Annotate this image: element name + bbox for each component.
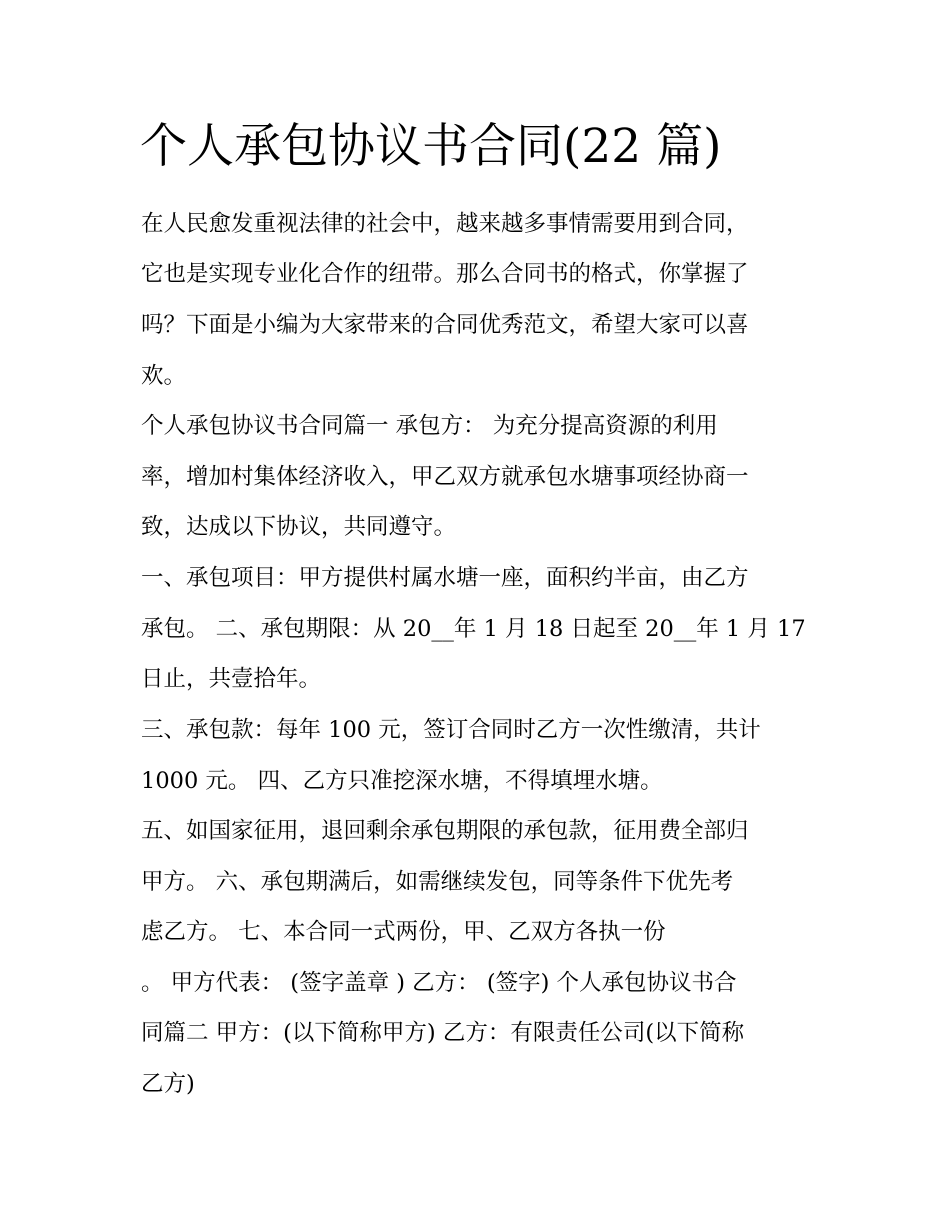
text-line: 甲方。 六、承包期满后，如需继续发包，同等条件下优先考 [141, 869, 734, 895]
text-line: 日止，共壹拾年。 [141, 666, 322, 692]
text-line: 乙方) [141, 1071, 195, 1097]
text-line: 致，达成以下协议，共同遵守。 [141, 514, 457, 540]
text-line: 个人承包协议书合同篇一 承包方： 为充分提高资源的利用 [141, 413, 718, 439]
text-line: 它也是实现专业化合作的纽带。那么合同书的格式，你掌握了 [141, 261, 749, 287]
text-line: 欢。 [141, 363, 187, 389]
document-title: 个人承包协议书合同(22 篇) [140, 119, 722, 174]
text-line: 承包。 二、承包期限：从 20__年 1 月 18 日起至 20__年 1 月 17 [141, 616, 806, 642]
text-line: 一、承包项目：甲方提供村属水塘一座，面积约半亩，由乙方 [141, 565, 749, 591]
text-line: 1000 元。 四、乙方只准挖深水塘，不得填埋水塘。 [141, 768, 663, 794]
text-line: 五、如国家征用，退回剩余承包期限的承包款，征用费全部归 [141, 818, 749, 844]
text-line: 三、承包款：每年 100 元，签订合同时乙方一次性缴清，共计 [141, 717, 761, 743]
text-line: 虑乙方。 七、本合同一式两份，甲、乙双方各执一份 [141, 919, 666, 945]
text-line: 吗？下面是小编为大家带来的合同优秀范文，希望大家可以喜 [141, 312, 749, 338]
text-line: 率，增加村集体经济收入，甲乙双方就承包水塘事项经协商一 [141, 464, 749, 490]
text-line: 。 甲方代表： (签字盖章 ) 乙方： (签字) 个人承包协议书合 [141, 970, 737, 996]
text-line: 同篇二 甲方：(以下简称甲方) 乙方：有限责任公司(以下简称 [141, 1020, 745, 1046]
text-line: 在人民愈发重视法律的社会中，越来越多事情需要用到合同， [141, 211, 749, 237]
